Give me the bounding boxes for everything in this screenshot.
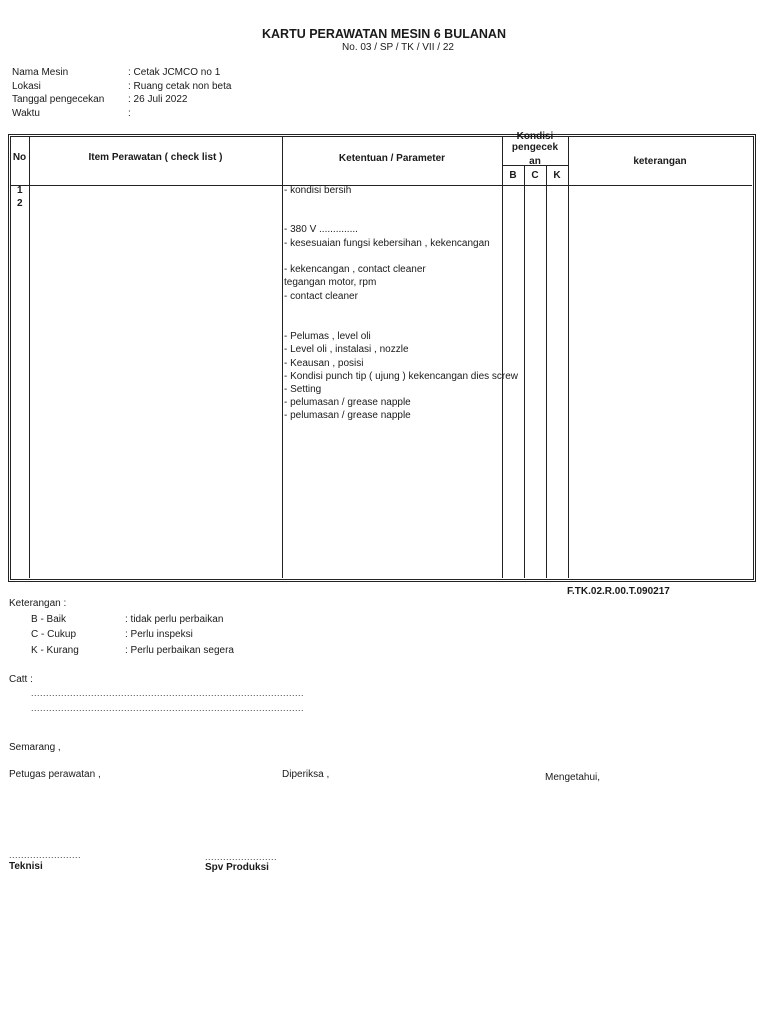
info-label-date: Tanggal pengecekan	[12, 94, 105, 105]
legend-title: Keterangan :	[9, 598, 67, 609]
column-divider-c	[546, 165, 547, 578]
form-code: F.TK.02.R.00.T.090217	[567, 586, 670, 597]
document-title: KARTU PERAWATAN MESIN 6 BULANAN	[262, 27, 506, 41]
info-value-date: : 26 Juli 2022	[128, 94, 188, 105]
parameter-item: - Pelumas , level oli	[284, 331, 371, 342]
parameter-item: - kondisi bersih	[284, 185, 352, 196]
info-label-time: Waktu	[12, 107, 40, 119]
column-divider-no	[29, 136, 30, 578]
header-c: C	[531, 170, 539, 181]
row-number: 2	[17, 198, 23, 209]
city-label: Semarang ,	[9, 742, 61, 753]
header-k: K	[553, 170, 561, 181]
info-label-machine: Nama Mesin	[12, 67, 69, 78]
notes-line-1[interactable]: ...........................................................................................	[31, 688, 305, 698]
info-value-machine: : Cetak JCMCO no 1	[128, 67, 221, 78]
parameter-item: - contact cleaner	[284, 291, 358, 302]
row-number: 1	[17, 185, 23, 196]
header-no: No	[12, 152, 27, 163]
signature-label-petugas: Petugas perawatan ,	[9, 769, 101, 780]
legend-desc-c: : Perlu inspeksi	[125, 629, 193, 640]
header-keterangan: keterangan	[633, 156, 687, 167]
legend-desc-b: : tidak perlu perbaikan	[125, 614, 224, 625]
header-b: B	[509, 170, 517, 181]
legend-code-k: K - Kurang	[31, 645, 79, 656]
legend-desc-k: : Perlu perbaikan segera	[125, 645, 234, 656]
parameter-column	[284, 184, 546, 424]
info-value-time: :	[128, 107, 131, 119]
header-item: Item Perawatan ( check list )	[88, 152, 223, 163]
header-kondisi-line3: an	[529, 156, 541, 167]
parameter-item: tegangan motor, rpm	[284, 277, 377, 288]
parameter-item: - 380 V ..............	[284, 224, 358, 235]
signature-line-spv: ........................	[205, 852, 278, 862]
parameter-item: - pelumasan / grease napple	[284, 396, 411, 408]
header-kondisi-line2: pengecek	[511, 142, 559, 153]
header-parameter: Ketentuan / Parameter	[338, 153, 446, 164]
document-number: No. 03 / SP / TK / VII / 22	[342, 42, 454, 53]
signature-label-diperiksa: Diperiksa ,	[282, 769, 330, 780]
parameter-item: - kekencangan , contact cleaner	[284, 264, 426, 275]
info-value-location: : Ruang cetak non beta	[128, 80, 232, 92]
signature-line-teknisi: ........................	[9, 850, 82, 860]
parameter-item: - pelumasan / grease napple	[284, 409, 411, 421]
column-divider-item	[282, 136, 283, 578]
column-divider-k	[568, 136, 569, 578]
notes-label: Catt :	[9, 674, 33, 685]
legend-code-b: B - Baik	[31, 614, 67, 625]
header-kondisi-line1: Kondisi	[516, 131, 554, 142]
info-label-location: Lokasi	[12, 80, 41, 92]
parameter-item: - kesesuaian fungsi kebersihan , kekencangan	[284, 237, 490, 249]
parameter-item: - Keausan , posisi	[284, 357, 364, 369]
signature-name-teknisi: Teknisi	[9, 861, 43, 872]
signature-label-mengetahui: Mengetahui,	[545, 772, 601, 783]
signature-name-spv: Spv Produksi	[205, 862, 269, 873]
parameter-item: - Kondisi punch tip ( ujung ) kekencangan dies screw	[284, 370, 519, 382]
parameter-item: - Level oli , instalasi , nozzle	[284, 344, 409, 355]
legend-code-c: C - Cukup	[31, 629, 77, 640]
notes-line-2[interactable]: ...........................................................................................	[31, 703, 305, 713]
parameter-item: - Setting	[284, 383, 322, 395]
